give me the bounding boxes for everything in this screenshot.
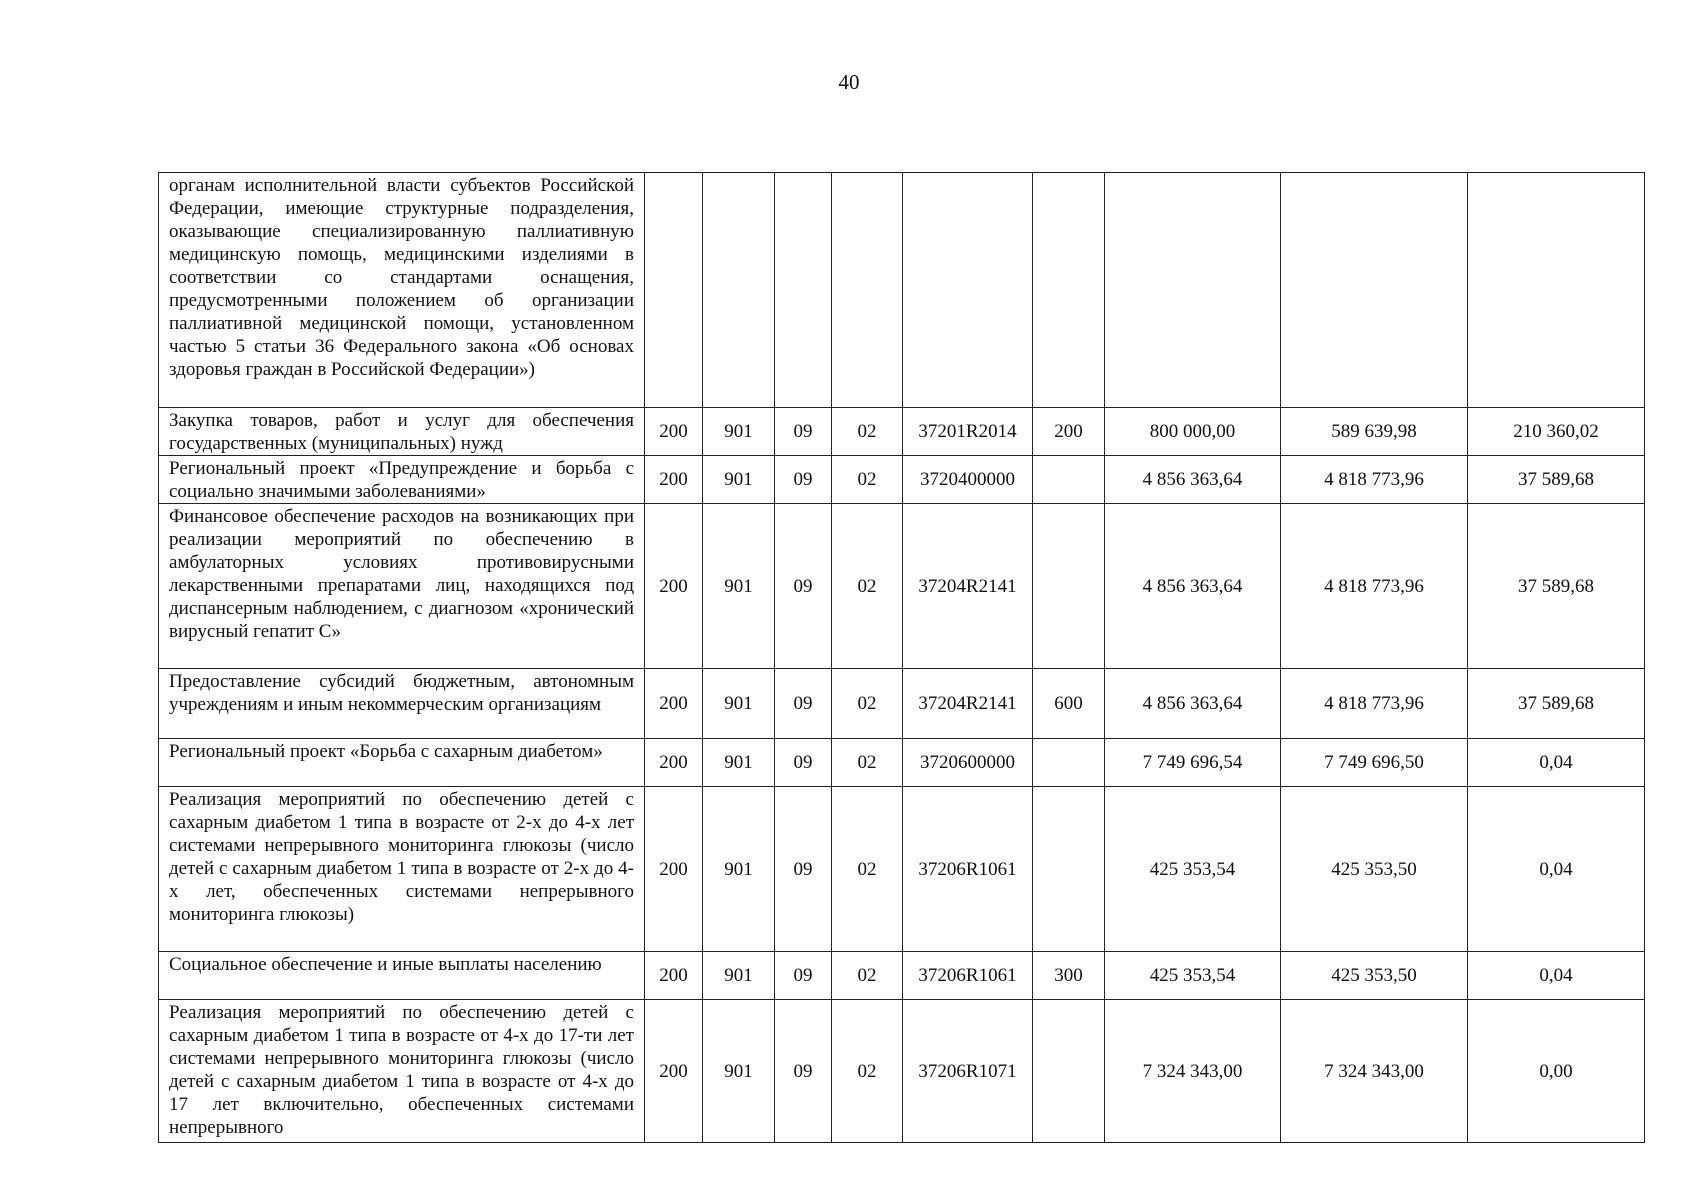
cell-section: 09	[775, 787, 832, 952]
cell-amount-2: 7 749 696,50	[1281, 739, 1468, 787]
cell-subsection: 02	[832, 1000, 903, 1143]
cell-expense-type	[1033, 1000, 1105, 1143]
cell-amount-2: 425 353,50	[1281, 952, 1468, 1000]
cell-amount-1: 4 856 363,64	[1105, 504, 1281, 669]
cell-code: 200	[645, 504, 703, 669]
cell-ministry: 901	[703, 504, 775, 669]
cell-target: 37206R1071	[903, 1000, 1033, 1143]
cell-expense-type	[1033, 504, 1105, 669]
cell-code: 200	[645, 456, 703, 504]
cell-section: 09	[775, 408, 832, 456]
cell-code: 200	[645, 669, 703, 739]
cell-amount-3: 37 589,68	[1468, 456, 1645, 504]
cell-target: 3720600000	[903, 739, 1033, 787]
row-description: Региональный проект «Борьба с сахарным диабетом»	[159, 739, 645, 787]
row-description: Предоставление субсидий бюджетным, автономным учреждениям и иным некоммерческим организациям	[159, 669, 645, 739]
cell-amount-3: 0,04	[1468, 739, 1645, 787]
table-row	[159, 408, 1645, 456]
cell-target	[903, 173, 1033, 408]
cell-amount-2: 4 818 773,96	[1281, 504, 1468, 669]
row-description: Региональный проект «Предупреждение и борьба с социально значимыми заболеваниями»	[159, 456, 645, 504]
table-row	[159, 456, 1645, 504]
table-row	[159, 669, 1645, 739]
cell-ministry: 901	[703, 952, 775, 1000]
cell-expense-type	[1033, 173, 1105, 408]
cell-code: 200	[645, 952, 703, 1000]
cell-ministry	[703, 173, 775, 408]
cell-amount-1: 425 353,54	[1105, 952, 1281, 1000]
cell-target: 37204R2141	[903, 669, 1033, 739]
cell-ministry: 901	[703, 787, 775, 952]
cell-amount-1: 4 856 363,64	[1105, 669, 1281, 739]
cell-expense-type: 200	[1033, 408, 1105, 456]
table-row	[159, 173, 1645, 408]
cell-expense-type: 300	[1033, 952, 1105, 1000]
cell-amount-2: 4 818 773,96	[1281, 456, 1468, 504]
cell-amount-3: 37 589,68	[1468, 504, 1645, 669]
cell-target: 3720400000	[903, 456, 1033, 504]
cell-subsection: 02	[832, 669, 903, 739]
cell-amount-2: 425 353,50	[1281, 787, 1468, 952]
cell-subsection: 02	[832, 408, 903, 456]
cell-amount-2: 589 639,98	[1281, 408, 1468, 456]
budget-table	[158, 172, 1645, 1143]
cell-ministry: 901	[703, 669, 775, 739]
cell-target: 37206R1061	[903, 952, 1033, 1000]
table-row	[159, 952, 1645, 1000]
cell-code: 200	[645, 787, 703, 952]
cell-amount-3: 0,04	[1468, 787, 1645, 952]
cell-amount-1: 7 324 343,00	[1105, 1000, 1281, 1143]
cell-subsection: 02	[832, 504, 903, 669]
cell-ministry: 901	[703, 1000, 775, 1143]
cell-amount-1: 7 749 696,54	[1105, 739, 1281, 787]
row-description: Закупка товаров, работ и услуг для обеспечения государственных (муниципальных) нужд	[159, 408, 645, 456]
cell-ministry: 901	[703, 739, 775, 787]
cell-amount-3	[1468, 173, 1645, 408]
cell-section: 09	[775, 456, 832, 504]
table-row	[159, 504, 1645, 669]
cell-subsection	[832, 173, 903, 408]
row-description: Реализация мероприятий по обеспечению детей с сахарным диабетом 1 типа в возрасте от 2-х до 4-х лет системами непрерывного мониторинга глюкозы (число детей с сахарным диабетом 1 типа в возрасте от 2-х до 4-х лет, обеспеченных системами непрерывного мониторинга глюкозы)	[159, 787, 645, 952]
cell-subsection: 02	[832, 787, 903, 952]
cell-section: 09	[775, 669, 832, 739]
cell-section	[775, 173, 832, 408]
cell-amount-1: 800 000,00	[1105, 408, 1281, 456]
cell-code	[645, 173, 703, 408]
cell-target: 37201R2014	[903, 408, 1033, 456]
cell-amount-1: 425 353,54	[1105, 787, 1281, 952]
cell-subsection: 02	[832, 739, 903, 787]
cell-ministry: 901	[703, 456, 775, 504]
cell-section: 09	[775, 952, 832, 1000]
row-description: Реализация мероприятий по обеспечению детей с сахарным диабетом 1 типа в возрасте от 4-х до 17-ти лет системами непрерывного мониторинга глюкозы (число детей с сахарным диабетом 1 типа в возрасте от 4-х до 17 лет включительно, обеспеченных системами непрерывного	[159, 1000, 645, 1143]
cell-amount-2: 4 818 773,96	[1281, 669, 1468, 739]
cell-expense-type	[1033, 739, 1105, 787]
cell-expense-type	[1033, 787, 1105, 952]
row-description: Социальное обеспечение и иные выплаты населению	[159, 952, 645, 1000]
cell-section: 09	[775, 1000, 832, 1143]
cell-amount-1: 4 856 363,64	[1105, 456, 1281, 504]
cell-amount-2	[1281, 173, 1468, 408]
cell-section: 09	[775, 504, 832, 669]
cell-amount-2: 7 324 343,00	[1281, 1000, 1468, 1143]
table-row	[159, 739, 1645, 787]
cell-subsection: 02	[832, 456, 903, 504]
cell-section: 09	[775, 739, 832, 787]
table-row	[159, 787, 1645, 952]
cell-expense-type	[1033, 456, 1105, 504]
row-description: Финансовое обеспечение расходов на возникающих при реализации мероприятий по обеспечению в амбулаторных условиях противовирусными лекарственными препаратами лиц, находящихся под диспансерным наблюдением, с диагнозом «хронический вирусный гепатит С»	[159, 504, 645, 669]
cell-amount-3: 0,00	[1468, 1000, 1645, 1143]
row-description: органам исполнительной власти субъектов Российской Федерации, имеющие структурные подразделения, оказывающие специализированную паллиативную медицинскую помощь, медицинскими изделиями в соответствии со стандартами оснащения, предусмотренными положением об организации паллиативной медицинской помощи, установленном частью 5 статьи 36 Федерального закона «Об основах здоровья граждан в Российской Федерации»)	[159, 173, 645, 408]
cell-expense-type: 600	[1033, 669, 1105, 739]
cell-code: 200	[645, 739, 703, 787]
cell-amount-1	[1105, 173, 1281, 408]
cell-target: 37206R1061	[903, 787, 1033, 952]
cell-amount-3: 37 589,68	[1468, 669, 1645, 739]
cell-amount-3: 210 360,02	[1468, 408, 1645, 456]
cell-amount-3: 0,04	[1468, 952, 1645, 1000]
table-row	[159, 1000, 1645, 1143]
cell-code: 200	[645, 408, 703, 456]
cell-ministry: 901	[703, 408, 775, 456]
cell-target: 37204R2141	[903, 504, 1033, 669]
cell-subsection: 02	[832, 952, 903, 1000]
page-number: 40	[838, 70, 860, 94]
cell-code: 200	[645, 1000, 703, 1143]
